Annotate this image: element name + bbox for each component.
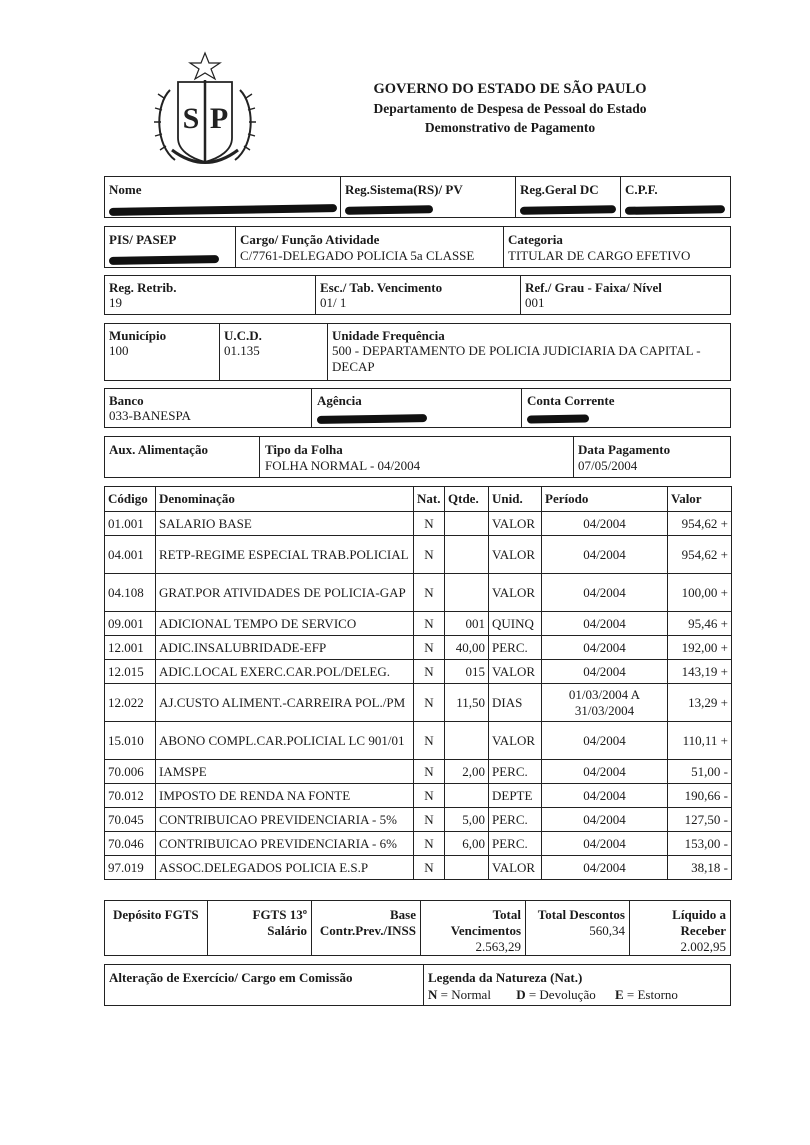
municipio-value: 100: [109, 343, 129, 358]
cpf-label: C.P.F.: [625, 182, 658, 197]
alteracao-label: Alteração de Exercício/ Cargo em Comissão: [109, 970, 353, 985]
table-row: [105, 856, 732, 880]
cell-periodo: 04/2004: [542, 856, 668, 880]
identification-box: [104, 176, 731, 218]
sao-paulo-coat-of-arms-logo: [150, 50, 260, 175]
table-row: [105, 512, 732, 536]
pis-label: PIS/ PASEP: [109, 232, 177, 247]
government-title: GOVERNO DO ESTADO DE SÃO PAULO: [373, 81, 647, 97]
document-title: Demonstrativo de Pagamento: [424, 120, 596, 135]
cell-unid: VALOR: [489, 574, 542, 612]
categoria-label: Categoria: [508, 232, 563, 247]
ref-grau-value: 001: [525, 295, 545, 310]
cell-denominacao: ABONO COMPL.CAR.POLICIAL LC 901/01: [156, 722, 414, 760]
cell-qtde: 11,50: [445, 684, 489, 722]
legenda-d-text: = Devolução: [528, 987, 596, 1002]
cell-denominacao: RETP-REGIME ESPECIAL TRAB.POLICIAL: [156, 536, 414, 574]
cell-unid: DEPTE: [489, 784, 542, 808]
table-row: [105, 612, 732, 636]
table-row: [105, 536, 732, 574]
cell-nat: N: [414, 760, 445, 784]
col-periodo: Período: [542, 487, 668, 512]
cell-nat: N: [414, 784, 445, 808]
items-table: [104, 486, 732, 880]
cell-codigo: 04.108: [105, 574, 156, 612]
base-label-line1: Base: [390, 907, 416, 922]
cell-nat: N: [414, 856, 445, 880]
liquido-value: 2.002,95: [680, 939, 726, 954]
cell-valor: 143,19 +: [668, 660, 732, 684]
cell-codigo: 12.001: [105, 636, 156, 660]
cell-denominacao: IAMSPE: [156, 760, 414, 784]
cell-unid: PERC.: [489, 832, 542, 856]
liquido-label-line1: Líquido a: [672, 907, 726, 922]
total-vencimentos-value: 2.563,29: [475, 939, 521, 954]
table-row: [105, 832, 732, 856]
cell-periodo: 04/2004: [542, 612, 668, 636]
cpf-redaction: [625, 201, 725, 219]
table-row: [105, 722, 732, 760]
base-contr-label: [315, 907, 416, 939]
cell-qtde: [445, 856, 489, 880]
cell-valor: 192,00 +: [668, 636, 732, 660]
nome-label: Nome: [109, 182, 142, 197]
conta-redaction: [527, 410, 589, 428]
cell-nat: N: [414, 512, 445, 536]
tipo-folha-label: Tipo da Folha: [265, 442, 343, 457]
folha-box: [104, 436, 731, 478]
cell-valor: 13,29 +: [668, 684, 732, 722]
cell-denominacao: GRAT.POR ATIVIDADES DE POLICIA-GAP: [156, 574, 414, 612]
total-descontos: [529, 907, 625, 939]
cell-qtde: 5,00: [445, 808, 489, 832]
reg-geral-label: Reg.Geral DC: [520, 182, 599, 197]
legenda-n-text: = Normal: [440, 987, 491, 1002]
col-codigo: Código: [105, 487, 156, 512]
cell-denominacao: ADIC.INSALUBRIDADE-EFP: [156, 636, 414, 660]
cell-valor: 954,62 +: [668, 536, 732, 574]
reg-geral-redaction: [520, 201, 616, 219]
unidade-value: 500 - DEPARTAMENTO DE POLICIA JUDICIARIA DA CAPITAL - DECAP: [332, 343, 701, 374]
legenda-e-text: = Estorno: [626, 987, 678, 1002]
cell-periodo: 04/2004: [542, 536, 668, 574]
reg-sistema-label: Reg.Sistema(RS)/ PV: [345, 182, 463, 197]
cell-valor: 100,00 +: [668, 574, 732, 612]
data-pagamento-label: Data Pagamento: [578, 442, 671, 457]
base-label-line2: Contr.Prev./INSS: [319, 923, 416, 938]
ref-grau-label: Ref./ Grau - Faixa/ Nível: [525, 280, 662, 295]
reg-retrib-label: Reg. Retrib.: [109, 280, 177, 295]
total-descontos-value: 560,34: [589, 923, 625, 938]
cell-unid: VALOR: [489, 660, 542, 684]
pis-redaction: [109, 251, 219, 269]
aux-alimentacao-label: Aux. Alimentação: [109, 442, 208, 457]
cell-valor: 95,46 +: [668, 612, 732, 636]
cell-codigo: 04.001: [105, 536, 156, 574]
cell-unid: QUINQ: [489, 612, 542, 636]
banco-box: [104, 388, 731, 428]
cell-denominacao: ADICIONAL TEMPO DE SERVICO: [156, 612, 414, 636]
cell-unid: PERC.: [489, 760, 542, 784]
liquido-label-line2: Receber: [680, 923, 726, 938]
cell-valor: 38,18 -: [668, 856, 732, 880]
cell-nat: N: [414, 832, 445, 856]
cell-qtde: 001: [445, 612, 489, 636]
cell-codigo: 09.001: [105, 612, 156, 636]
reg-retrib-value: 19: [109, 295, 122, 310]
cell-valor: 954,62 +: [668, 512, 732, 536]
cell-nat: N: [414, 612, 445, 636]
cell-denominacao: IMPOSTO DE RENDA NA FONTE: [156, 784, 414, 808]
cell-denominacao: AJ.CUSTO ALIMENT.-CARREIRA POL./PM: [156, 684, 414, 722]
cell-unid: VALOR: [489, 722, 542, 760]
esc-tab-value: 01/ 1: [320, 295, 347, 310]
cell-denominacao: ASSOC.DELEGADOS POLICIA E.S.P: [156, 856, 414, 880]
cell-qtde: 015: [445, 660, 489, 684]
cell-periodo: 04/2004: [542, 832, 668, 856]
legenda-d-key: D: [516, 987, 526, 1002]
cell-codigo: 97.019: [105, 856, 156, 880]
conta-label: Conta Corrente: [527, 393, 615, 408]
cell-codigo: 70.045: [105, 808, 156, 832]
cell-qtde: [445, 722, 489, 760]
categoria-value: TITULAR DE CARGO EFETIVO: [508, 248, 691, 263]
retribuicao-box: [104, 275, 731, 315]
cell-nat: N: [414, 722, 445, 760]
totals-box: [104, 900, 731, 956]
cargo-label: Cargo/ Função Atividade: [240, 232, 380, 247]
deposito-fgts-label: Depósito FGTS: [113, 907, 199, 922]
col-valor: Valor: [668, 487, 732, 512]
esc-tab-label: Esc./ Tab. Vencimento: [320, 280, 443, 295]
cell-codigo: 15.010: [105, 722, 156, 760]
unidade-label: Unidade Frequência: [332, 328, 445, 343]
legenda-values: [428, 987, 678, 1003]
ucd-value: 01.135: [224, 343, 260, 358]
cargo-value: C/7761-DELEGADO POLICIA 5a CLASSE: [240, 248, 475, 263]
svg-text:S: S: [182, 102, 200, 135]
cell-unid: VALOR: [489, 856, 542, 880]
table-row: [105, 574, 732, 612]
legenda-n-key: N: [428, 987, 438, 1002]
cell-codigo: 70.046: [105, 832, 156, 856]
footer-box: [104, 964, 731, 1006]
legenda-label: Legenda da Natureza (Nat.): [428, 970, 583, 985]
document-header: [330, 80, 690, 137]
cell-denominacao: CONTRIBUICAO PREVIDENCIARIA - 6%: [156, 832, 414, 856]
cell-periodo: 04/2004: [542, 574, 668, 612]
cell-periodo: 01/03/2004 A 31/03/2004: [542, 684, 668, 722]
cell-nat: N: [414, 574, 445, 612]
items-header-row: [105, 487, 732, 512]
cell-qtde: 6,00: [445, 832, 489, 856]
cell-valor: 51,00 -: [668, 760, 732, 784]
cell-nat: N: [414, 684, 445, 722]
cell-periodo: 04/2004: [542, 636, 668, 660]
cell-unid: VALOR: [489, 512, 542, 536]
tipo-folha-value: FOLHA NORMAL - 04/2004: [265, 458, 421, 473]
table-row: [105, 636, 732, 660]
cell-qtde: [445, 536, 489, 574]
cell-qtde: 2,00: [445, 760, 489, 784]
liquido-receber: [633, 907, 726, 955]
cell-periodo: 04/2004: [542, 722, 668, 760]
cell-qtde: [445, 574, 489, 612]
cell-codigo: 01.001: [105, 512, 156, 536]
banco-label: Banco: [109, 393, 144, 408]
banco-value: 033-BANESPA: [109, 408, 191, 423]
cell-codigo: 70.006: [105, 760, 156, 784]
cell-nat: N: [414, 636, 445, 660]
cell-unid: VALOR: [489, 536, 542, 574]
cell-denominacao: ADIC.LOCAL EXERC.CAR.POL/DELEG.: [156, 660, 414, 684]
lotacao-box: [104, 323, 731, 381]
cell-periodo: 04/2004: [542, 760, 668, 784]
cell-valor: 153,00 -: [668, 832, 732, 856]
department-title: Departamento de Despesa de Pessoal do Estado: [373, 101, 647, 116]
fgts13-label-line1: FGTS 13º: [252, 907, 307, 922]
cell-periodo: 04/2004: [542, 660, 668, 684]
cell-codigo: 12.022: [105, 684, 156, 722]
col-nat: Nat.: [414, 487, 445, 512]
cell-periodo: 04/2004: [542, 808, 668, 832]
cell-qtde: [445, 512, 489, 536]
table-row: [105, 784, 732, 808]
table-row: [105, 660, 732, 684]
col-qtde: Qtde.: [445, 487, 489, 512]
fgts13-label: [211, 907, 307, 939]
cell-unid: DIAS: [489, 684, 542, 722]
cell-nat: N: [414, 808, 445, 832]
table-row: [105, 684, 732, 722]
cell-valor: 110,11 +: [668, 722, 732, 760]
cell-periodo: 04/2004: [542, 784, 668, 808]
cell-codigo: 70.012: [105, 784, 156, 808]
cell-qtde: 40,00: [445, 636, 489, 660]
cargo-box: [104, 226, 731, 268]
cell-valor: 190,66 -: [668, 784, 732, 808]
cell-denominacao: SALARIO BASE: [156, 512, 414, 536]
cell-nat: N: [414, 536, 445, 574]
cell-codigo: 12.015: [105, 660, 156, 684]
total-descontos-label: Total Descontos: [537, 907, 625, 922]
reg-sistema-redaction: [345, 201, 433, 219]
cell-periodo: 04/2004: [542, 512, 668, 536]
cell-valor: 127,50 -: [668, 808, 732, 832]
nome-redaction: [109, 201, 337, 219]
svg-text:P: P: [209, 102, 229, 135]
cell-denominacao: CONTRIBUICAO PREVIDENCIARIA - 5%: [156, 808, 414, 832]
cell-unid: PERC.: [489, 636, 542, 660]
total-vencimentos-label-line1: Total: [492, 907, 521, 922]
agencia-redaction: [317, 410, 427, 428]
col-denominacao: Denominação: [156, 487, 414, 512]
total-vencimentos: [424, 907, 521, 955]
table-row: [105, 808, 732, 832]
cell-nat: N: [414, 660, 445, 684]
agencia-label: Agência: [317, 393, 362, 408]
table-row: [105, 760, 732, 784]
col-unid: Unid.: [489, 487, 542, 512]
data-pagamento-value: 07/05/2004: [578, 458, 638, 473]
ucd-label: U.C.D.: [224, 328, 262, 343]
legenda-e-key: E: [614, 987, 624, 1002]
fgts13-label-line2: Salário: [267, 923, 307, 938]
cell-qtde: [445, 784, 489, 808]
total-vencimentos-label-line2: Vencimentos: [450, 923, 521, 938]
municipio-label: Município: [109, 328, 167, 343]
cell-unid: PERC.: [489, 808, 542, 832]
